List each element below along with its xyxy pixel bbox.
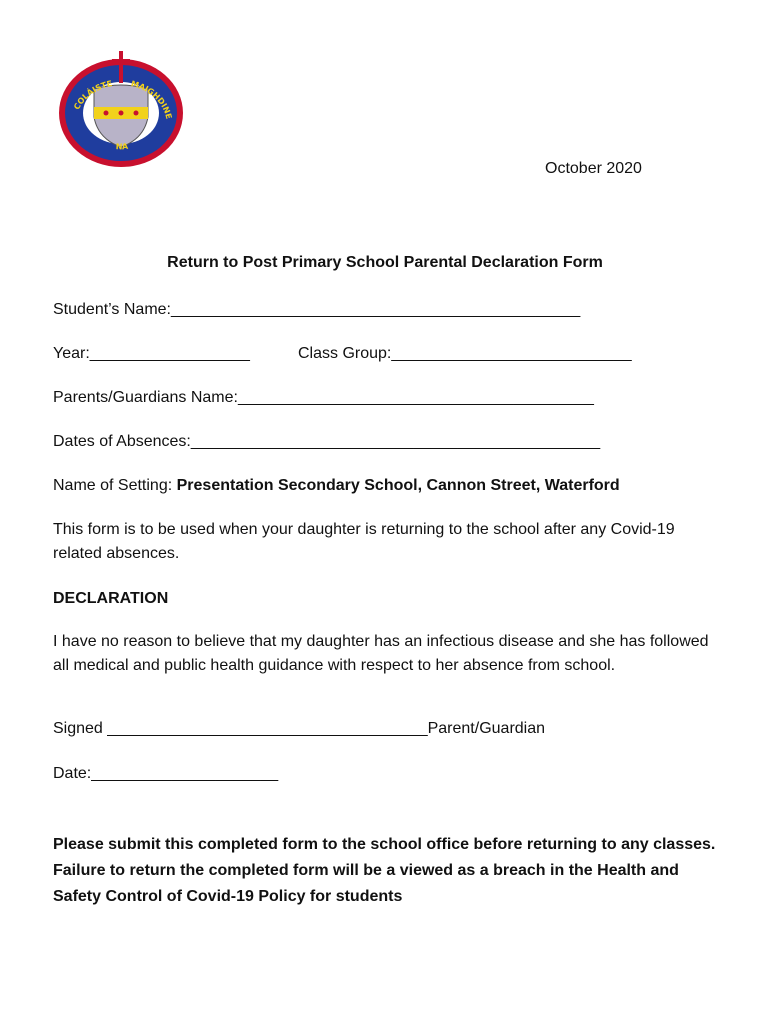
parents-name-field[interactable]: Parents/Guardians Name:________________________________________ bbox=[53, 389, 594, 406]
form-title: Return to Post Primary School Parental Declaration Form bbox=[167, 254, 603, 271]
date-field[interactable]: Date:_____________________ bbox=[53, 765, 279, 782]
intro-paragraph: This form is to be used when your daughter is returning to the school after any Covid-19 related absences. bbox=[53, 521, 675, 562]
crest-lettering-right: MAIGHDINE bbox=[129, 79, 174, 120]
footer-note: Please submit this completed form to the school office before returning to any classes. Failure to return the completed form will be a viewed as a breach in the Health and Safety Control of Covid-19 Policy for students bbox=[53, 836, 716, 905]
declaration-paragraph: I have no reason to believe that my daughter has an infectious disease and she has followed all medical and public health guidance with respect to her absence from school. bbox=[53, 633, 709, 674]
signature-field[interactable]: Signed ____________________________________Parent/Guardian bbox=[53, 720, 546, 737]
setting-value: Presentation Secondary School, Cannon Street, Waterford bbox=[176, 477, 620, 494]
dates-absences-field[interactable]: Dates of Absences:______________________________________________ bbox=[53, 433, 601, 450]
svg-text:NA bbox=[116, 142, 130, 152]
class-group-field[interactable]: Class Group:___________________________ bbox=[298, 345, 632, 362]
student-name-field[interactable]: Student’s Name:______________________________________________ bbox=[53, 301, 581, 318]
crest-lettering-bottom: NA bbox=[115, 141, 129, 152]
declaration-heading: DECLARATION bbox=[53, 590, 169, 607]
year-field[interactable]: Year:__________________ bbox=[53, 345, 250, 362]
date-line: October 2020 bbox=[545, 160, 642, 177]
school-crest-logo bbox=[54, 47, 188, 171]
setting-label: Name of Setting: bbox=[53, 477, 177, 494]
crest-lettering-top: COLÁISTE bbox=[72, 79, 114, 112]
setting-line bbox=[53, 474, 620, 498]
